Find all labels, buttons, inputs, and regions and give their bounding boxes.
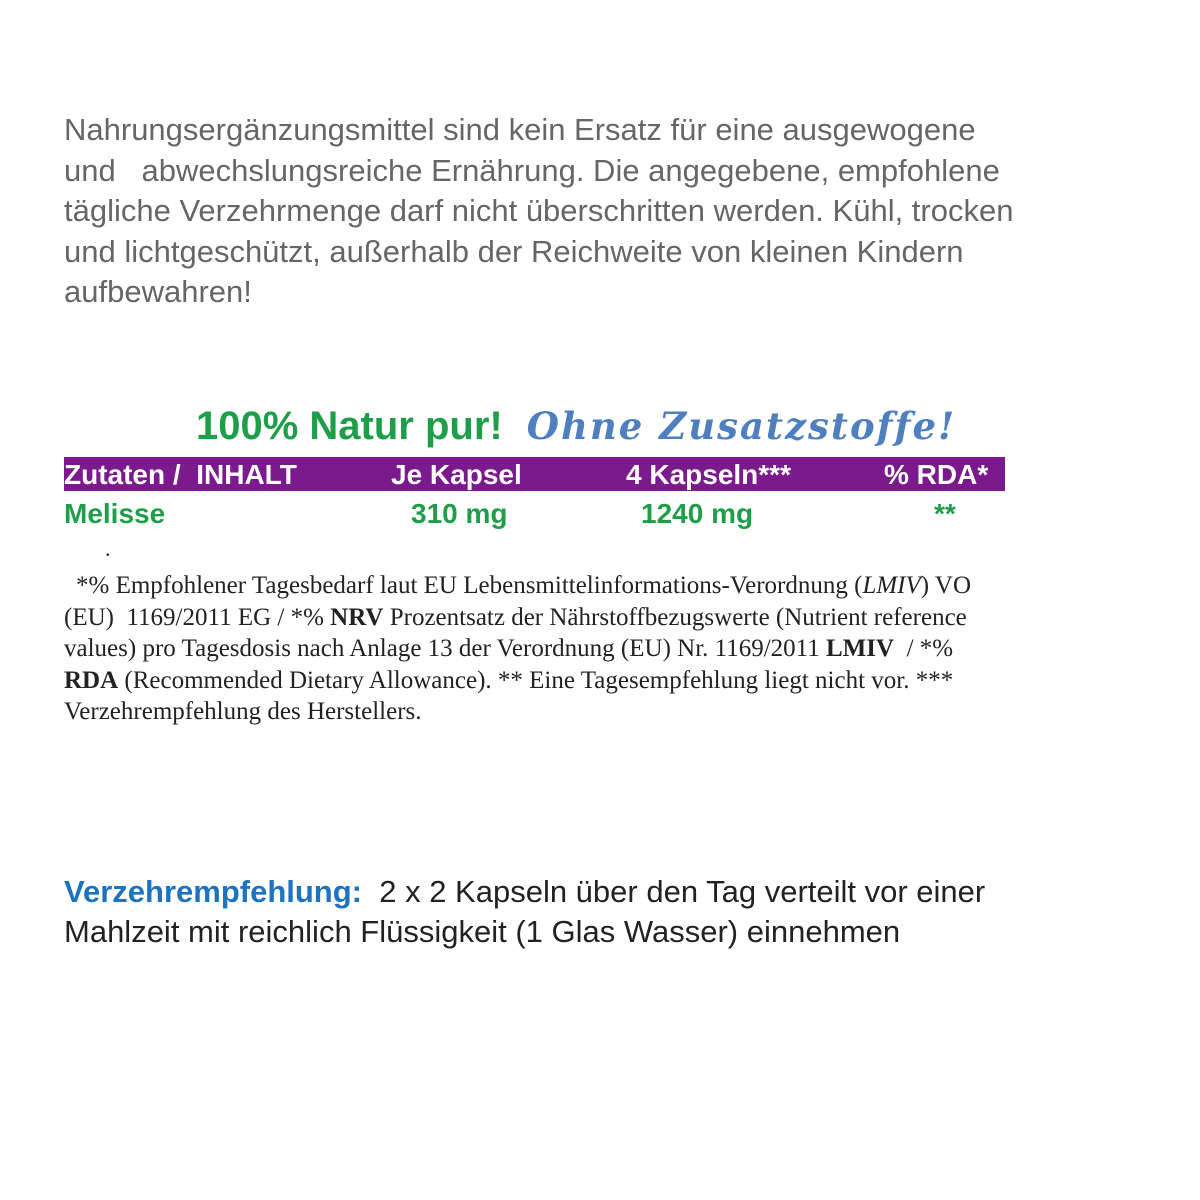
footnote-lmiv-bold: LMIV (826, 635, 895, 662)
footnote-line-3 (64, 633, 1154, 665)
footnote-text: Prozentsatz der Nährstoffbezugswerte (Nutrient reference (383, 603, 967, 631)
ingredients-table-header (64, 457, 1005, 491)
natural-tagline: 100% Natur pur! (196, 404, 503, 448)
rda-value: ** (934, 498, 956, 529)
warning-line-2: und abwechslungsreiche Ernährung. Die angegebene, empfohlene (64, 152, 1000, 188)
footnote-text: *% Empfohlener Tagesbedarf laut EU Lebensmittelinformations-Verordnung ( (76, 572, 863, 599)
footnote-line-4 (64, 665, 1154, 697)
warning-line-1: Nahrungsergänzungsmittel sind kein Ersatz für eine ausgewogene (64, 112, 976, 147)
recommendation-text: 2 x 2 Kapseln über den Tag verteilt vor einer (362, 874, 986, 909)
header-per-4-capsules: 4 Kapseln*** (626, 459, 791, 490)
amount-per-capsule: 310 mg (411, 498, 508, 529)
footnote-nrv-bold: NRV (330, 603, 384, 631)
footnote-line-1 (64, 570, 1154, 602)
table-row (64, 496, 1005, 536)
footnote-line-2 (64, 602, 1154, 634)
header-rda: % RDA* (884, 459, 989, 490)
header-per-capsule: Je Kapsel (391, 459, 522, 490)
dosage-recommendation (64, 872, 1174, 952)
header-ingredients: Zutaten / INHALT (64, 459, 297, 490)
footnote-text: / *% (894, 635, 954, 662)
footnote-text: (Recommended Dietary Allowance). ** Eine Tagesempfehlung liegt nicht vor. *** (118, 666, 954, 694)
recommendation-line-1 (64, 872, 1174, 912)
footnote-text: values) pro Tagesdosis nach Anlage 13 der Verordnung (EU) Nr. 1169/2011 (64, 635, 826, 662)
recommendation-line-2: Mahlzeit mit reichlich Flüssigkeit (1 Glas Wasser) einnehmen (64, 914, 901, 949)
footnote-rda-bold: RDA (64, 666, 119, 694)
taglines (196, 404, 956, 449)
footnote-line-5: Verzehrempfehlung des Herstellers. (64, 698, 422, 725)
amount-per-4-capsules: 1240 mg (641, 498, 754, 529)
storage-warning-paragraph (64, 110, 1164, 313)
footnote-text: (EU) 1169/2011 EG / *% (64, 603, 331, 631)
warning-line-3: tägliche Verzehrmenge darf nicht überschritten werden. Kühl, trocken (64, 193, 1014, 228)
stray-dot: . (105, 536, 111, 561)
recommendation-label: Verzehrempfehlung: (64, 874, 362, 909)
ingredient-name: Melisse (64, 498, 166, 529)
no-additives-tagline: Ohne Zusatzstoffe! (526, 404, 957, 448)
warning-line-4: und lichtgeschützt, außerhalb der Reichweite von kleinen Kindern (64, 233, 964, 269)
footnote-paragraph (64, 570, 1154, 728)
footnote-text: ) VO (920, 572, 972, 599)
footnote-lmiv-italic: LMIV (862, 572, 921, 599)
warning-line-5: aufbewahren! (64, 274, 252, 309)
